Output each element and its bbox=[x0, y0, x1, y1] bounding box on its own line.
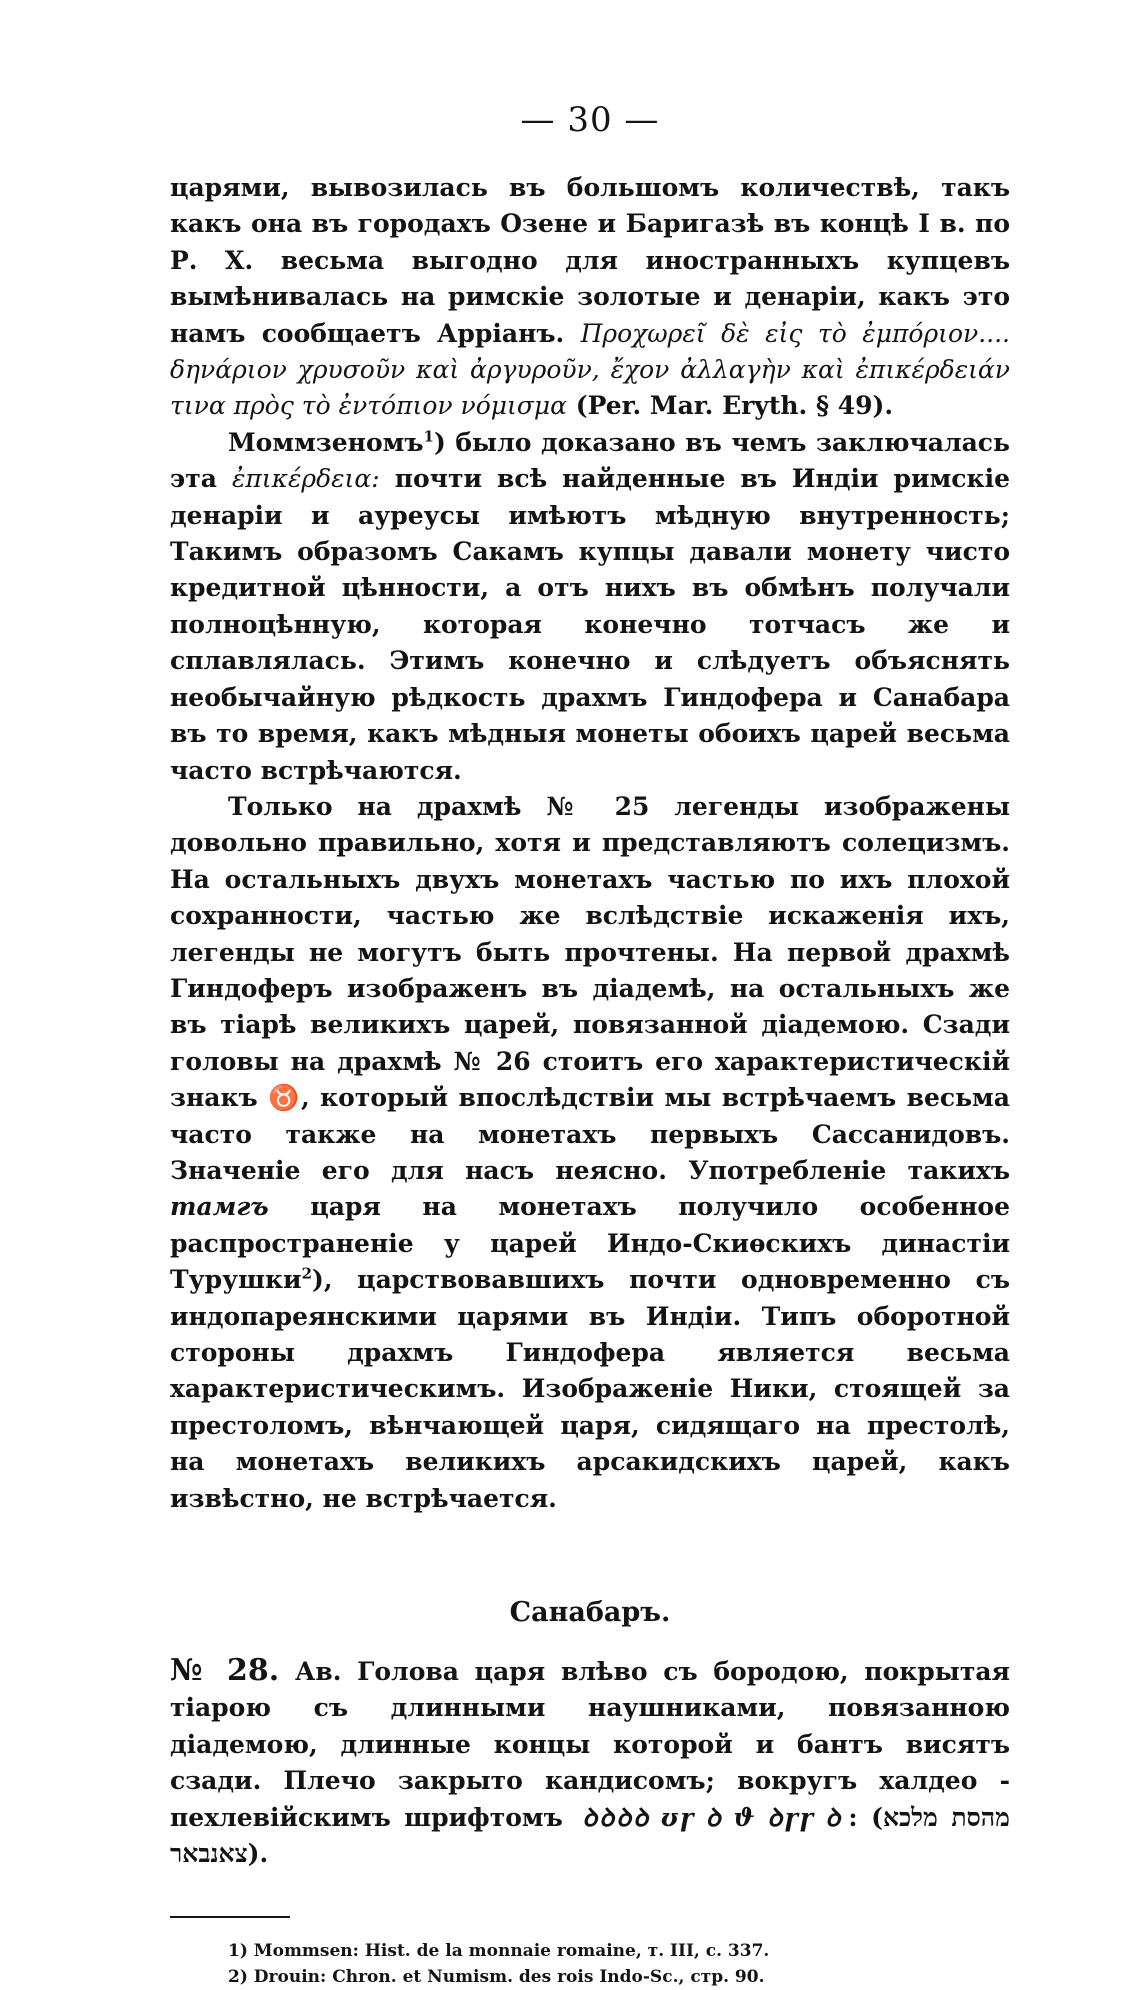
footnote-2: 2) Drouin: Chron. et Numism. des rois Indo-Sc., стр. 90. bbox=[228, 1967, 765, 1988]
coin-entry bbox=[170, 1653, 1010, 1872]
paragraph-2-text-c: почти всѣ найденные въ Индіи римскіе денаріи и ауреусы имѣютъ мѣдную внутренность; Такимъ образомъ Сакамъ купцы давали монету чисто кредитной цѣнности, а отъ нихъ въ обмѣнъ получали полноцѣнную, которая конечно тотчасъ же и сплавлялась. Этимъ конечно и слѣдуетъ объяснять необычайную рѣдкость драхмъ Гиндофера и Санабара въ то время, какъ мѣдныя монеты обоихъ царей весьма часто встрѣчаются. bbox=[170, 464, 1010, 785]
entry-colon: : bbox=[848, 1802, 858, 1832]
body-text bbox=[170, 170, 1010, 1517]
paragraph-2-text-b: было доказано въ чемъ заключалась эта bbox=[170, 427, 1010, 494]
pahlavi-legend: ꝺꝺꝺꝺ ʊꞅ ꝺ ϑ ꝺꞅꞅ ꝺ bbox=[582, 1802, 843, 1832]
paragraph-2-greek-word: ἐπικέρδεια: bbox=[231, 464, 380, 494]
hebrew-transcription: (מהסת מלכא צאנבאר). bbox=[170, 1802, 1010, 1869]
entry-number: № 28. bbox=[170, 1653, 280, 1689]
paragraph-3-text-c: царя на монетахъ получило особенное распространеніе у царей Индо-Скиѳскихъ династіи Турушки bbox=[170, 1192, 1010, 1295]
paragraph-1 bbox=[170, 170, 1010, 425]
paragraph-3-text-d: ), царствовавшихъ почти одновременно съ индопареянскими царями въ Индіи. Типъ оборотной стороны драхмъ Гиндофера является весьма характеристическимъ. Изображеніе Ники, стоящей за престоломъ, вѣнчающей царя, сидящаго на престолѣ, на монетахъ великихъ арсакидскихъ царей, какъ извѣстно, не встрѣчается. bbox=[170, 1265, 1010, 1513]
paragraph-1-text-b: (Per. Mar. Eryth. § 49). bbox=[575, 391, 894, 421]
entry-description: Голова царя влѣво съ бородою, покрытая тіарою съ длинными наушниками, повязанною діадемою, длинные концы которой и бантъ висятъ сзади. Плечо закрыто кандисомъ; вокругъ халдео - пехлевійскимъ шрифтомъ bbox=[170, 1657, 1010, 1832]
page bbox=[170, 100, 1010, 1990]
paragraph-1-text-a: царями, вывозилась въ большомъ количествѣ, такъ какъ она въ городахъ Озене и Баригазѣ въ концѣ I в. по Р. Х. весьма выгодно для иностранныхъ купцевъ вымѣнивалась на римскіе золотые и денаріи, какъ это намъ сообщаетъ Арріанъ. bbox=[170, 173, 1010, 348]
entry-label: Ав. bbox=[294, 1657, 342, 1687]
paragraph-2-text-a: Моммзеномъ bbox=[228, 427, 424, 457]
section-title: Санабаръ. bbox=[509, 1597, 671, 1629]
paragraph-3 bbox=[170, 789, 1010, 1517]
paragraph-3-text-a: Только на драхмѣ № 25 легенды изображены довольно правильно, хотя и представляютъ солецизмъ. На остальныхъ двухъ монетахъ частью по ихъ плохой сохранности, частью же вслѣдствіе искаженія ихъ, легенды не могутъ быть прочтены. На первой драхмѣ Гиндоферъ изображенъ въ діадемѣ, на остальныхъ же въ тіарѣ великихъ царей, повязанной діадемою. Сзади головы на драхмѣ № 26 стоитъ его характеристическій знакъ bbox=[170, 791, 1010, 1113]
entry-text bbox=[170, 1653, 1010, 1872]
paragraph-2: Моммзеномъ$^1$) было доказано въ чемъ заключалась эта ἐπικέρδεια: почти всѣ найденные въ Индіи римскіе денаріи и ауреусы имѣютъ мѣдную внутренность; Такимъ образомъ Сакамъ купцы давали монету чисто кредитной цѣнности, а отъ нихъ въ обмѣнъ получали полноцѣнную, которая конечно тотчасъ же и сплавлялась. Этимъ конечно и слѣдуетъ объяснять необычайную рѣдкость драхмъ Гиндофера и Санабара въ то время, какъ мѣдныя монеты обоихъ царей весьма часто встрѣчаются. bbox=[170, 427, 1010, 785]
footnote-mark-2: 2 bbox=[301, 1264, 312, 1283]
footnote-mark-1: 1 bbox=[423, 427, 434, 446]
paragraph-1-greek-quote: Προχωρεῖ δὲ εἰς τὸ ἐμπόριον.... δηνάριον χρυσοῦν καὶ ἀργυροῦν, ἔχον ἀλλαγὴν καὶ ἐπικέρδειάν τινα πρὸς τὸ ἐντόπιον νόμισμα bbox=[170, 318, 1010, 421]
characteristic-symbol: ♉ bbox=[268, 1083, 301, 1113]
paragraph-3-italic-word: тамгъ bbox=[170, 1192, 269, 1222]
footnote-1: 1) Mommsen: Hist. de la monnaie romaine, т. III, с. 337. bbox=[228, 1941, 770, 1962]
paragraph-3-text-b: , который впослѣдствіи мы встрѣчаемъ весьма часто также на монетахъ первыхъ Сассанидовъ. Значеніе его для насъ неясно. Употребленіе такихъ bbox=[170, 1083, 1010, 1185]
page-number: — 30 — bbox=[520, 100, 660, 140]
footnote-rule bbox=[170, 1916, 290, 1918]
footnotes bbox=[228, 1938, 1010, 1990]
